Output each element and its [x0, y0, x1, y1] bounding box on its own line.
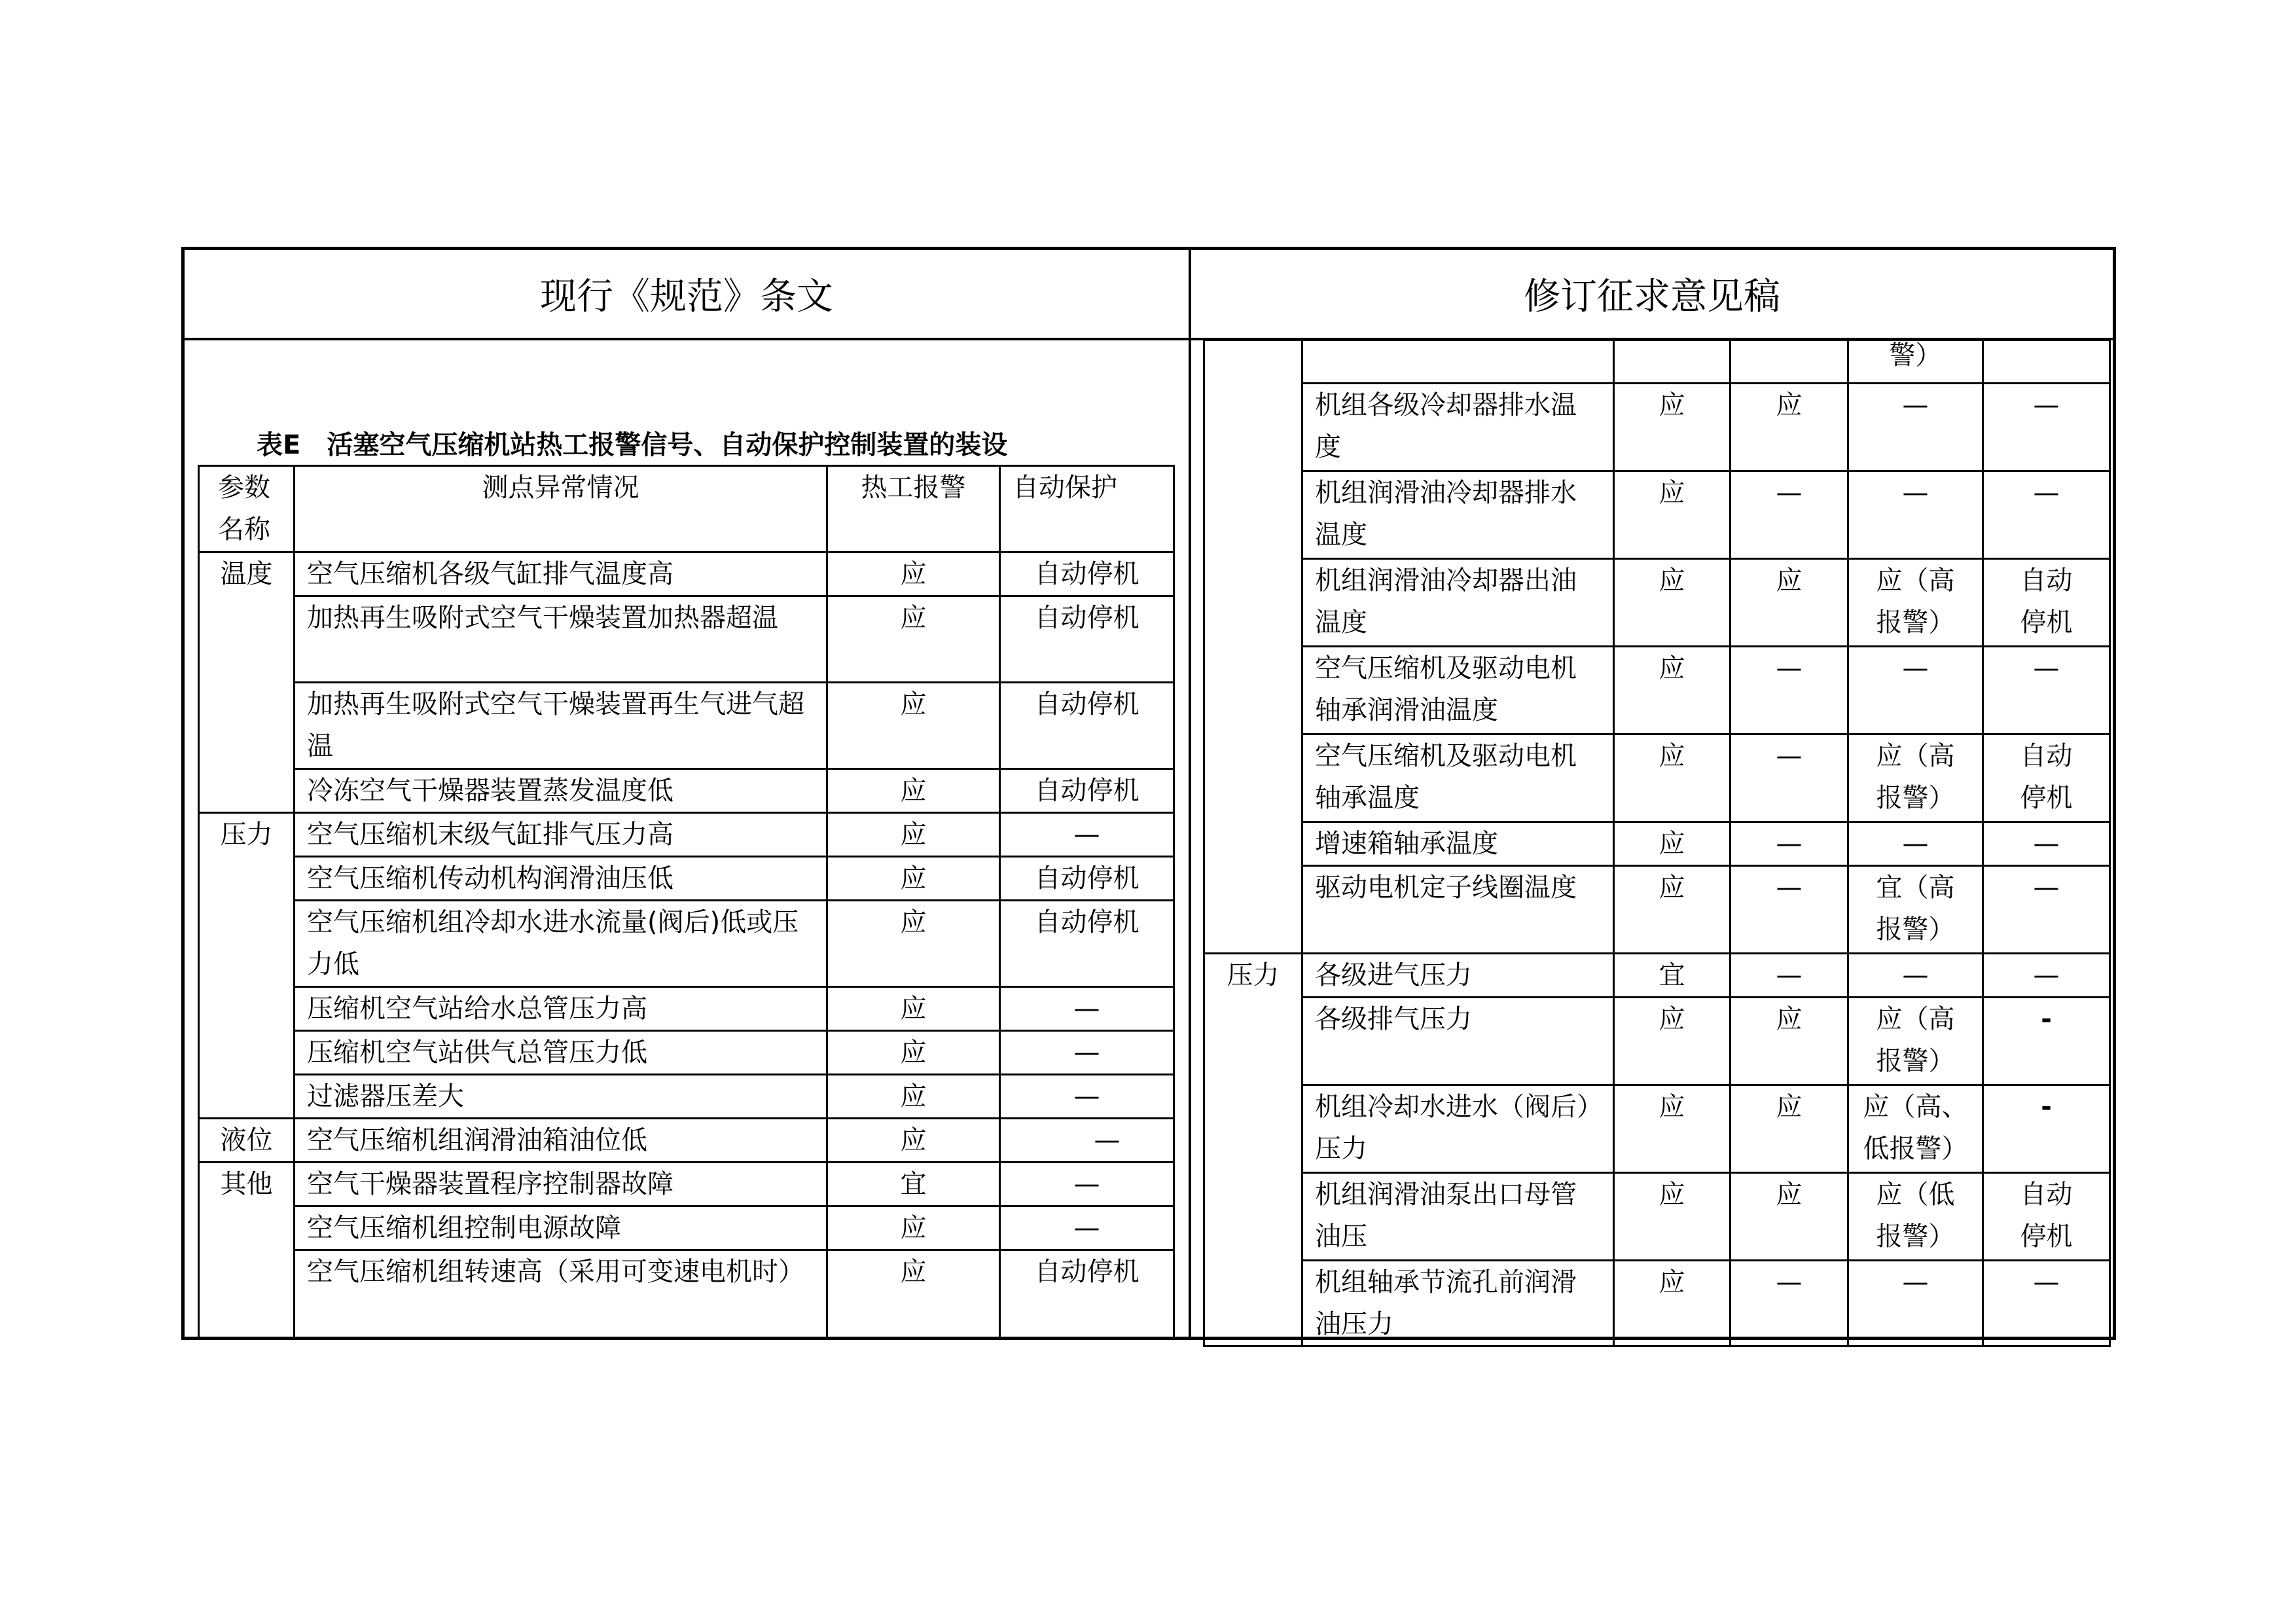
col-b-value: 应: [1731, 998, 1848, 1085]
table-row: [199, 1206, 1174, 1250]
protect-value: —: [1000, 1163, 1174, 1206]
alarm-value: 应: [827, 1206, 1000, 1250]
protect-value: 自动停机: [1000, 683, 1174, 769]
col-b-value: —: [1731, 1261, 1848, 1346]
col-b-value: 应: [1731, 1085, 1848, 1173]
col-a-value: 应: [1614, 822, 1731, 866]
protect-value: —: [1000, 1206, 1174, 1250]
measure-point: 机组轴承节流孔前润滑油压力: [1302, 1261, 1614, 1346]
col-b-value: 应: [1731, 559, 1848, 647]
col-a-value: 应: [1614, 998, 1731, 1085]
measure-point: 空气干燥器装置程序控制器故障: [295, 1163, 827, 1206]
col-c-value: —: [1848, 954, 1983, 998]
alarm-value: 应: [827, 857, 1000, 901]
measure-point: 空气压缩机各级气缸排气温度高: [295, 552, 827, 596]
alarm-value: 应: [827, 1250, 1000, 1338]
alarm-value: 应: [827, 901, 1000, 987]
col-b-value: [1731, 340, 1848, 384]
alarm-value: 宜: [827, 1163, 1000, 1206]
alarm-value: 应: [827, 1119, 1000, 1163]
table-header-row: [199, 466, 1174, 552]
col-c-value: 宜（高报警）: [1848, 866, 1983, 954]
protect-value: 自动停机: [1000, 552, 1174, 596]
measure-point: 空气压缩机及驱动电机轴承温度: [1302, 734, 1614, 822]
col-d-value: 自动停机: [1983, 559, 2110, 647]
table-row: [1204, 734, 2110, 822]
col-a-value: 应: [1614, 734, 1731, 822]
table-row: [199, 987, 1174, 1031]
table-row: [1204, 471, 2110, 559]
table-row: [199, 596, 1174, 683]
group-pressure: 压力: [1204, 954, 1302, 1346]
table-row: [199, 1119, 1174, 1163]
column-divider: [1189, 250, 1191, 1337]
measure-point: 空气压缩机末级气缸排气压力高: [295, 813, 827, 857]
alarm-value: 应: [827, 813, 1000, 857]
col-d-value: —: [1983, 384, 2110, 471]
col-b-value: —: [1731, 647, 1848, 734]
protect-value: —: [1000, 1075, 1174, 1119]
measure-point: 机组润滑油冷却器出油温度: [1302, 559, 1614, 647]
col-c-value: 应（高报警）: [1848, 998, 1983, 1085]
protect-value: —: [1000, 813, 1174, 857]
col-c-value: —: [1848, 471, 1983, 559]
col-b-value: —: [1731, 954, 1848, 998]
col-a-value: 应: [1614, 471, 1731, 559]
protect-value: 自动停机: [1000, 769, 1174, 813]
measure-point: 驱动电机定子线圈温度: [1302, 866, 1614, 954]
measure-point: 空气压缩机组控制电源故障: [295, 1206, 827, 1250]
measure-point: 加热再生吸附式空气干燥装置再生气进气超温: [295, 683, 827, 769]
col-c-value: —: [1848, 647, 1983, 734]
header-param-name: 参数名称: [199, 466, 295, 552]
col-a-value: 宜: [1614, 954, 1731, 998]
col-c-value: 应（低报警）: [1848, 1173, 1983, 1261]
measure-point: 空气压缩机组润滑油箱油位低: [295, 1119, 827, 1163]
measure-point: 过滤器压差大: [295, 1075, 827, 1119]
col-c-value: 应（高、低报警）: [1848, 1085, 1983, 1173]
current-spec-table: [198, 465, 1175, 1339]
header-alarm: 热工报警: [827, 466, 1000, 552]
group-level: 液位: [199, 1119, 295, 1163]
protect-value: 自动停机: [1000, 857, 1174, 901]
measure-point: 增速箱轴承温度: [1302, 822, 1614, 866]
table-row: [199, 901, 1174, 987]
measure-point: 空气压缩机组冷却水进水流量(阀后)低或压力低: [295, 901, 827, 987]
col-a-value: [1614, 340, 1731, 384]
measure-point: 空气压缩机传动机构润滑油压低: [295, 857, 827, 901]
col-c-value: —: [1848, 1261, 1983, 1346]
table-row: [199, 1031, 1174, 1075]
group-cell-continued: [1204, 340, 1302, 954]
col-c-value: —: [1848, 822, 1983, 866]
table-row: [1204, 1261, 2110, 1346]
table-row: [1204, 384, 2110, 471]
table-row: [1204, 340, 2110, 384]
measure-point: 冷冻空气干燥器装置蒸发温度低: [295, 769, 827, 813]
table-row: [199, 813, 1174, 857]
group-other: 其他: [199, 1163, 295, 1338]
measure-point: 加热再生吸附式空气干燥装置加热器超温: [295, 596, 827, 683]
group-temperature: 温度: [199, 552, 295, 813]
table-row: [199, 552, 1174, 596]
left-column-title: 现行《规范》条文: [540, 276, 833, 318]
protect-value: 自动停机: [1000, 596, 1174, 683]
col-d-value: —: [1983, 471, 2110, 559]
col-b-value: —: [1731, 471, 1848, 559]
col-d-value: —: [1983, 647, 2110, 734]
revision-draft-table: [1203, 339, 2111, 1347]
measure-point: 压缩机空气站给水总管压力高: [295, 987, 827, 1031]
col-b-value: 应: [1731, 1173, 1848, 1261]
protect-value: —: [1000, 987, 1174, 1031]
col-a-value: 应: [1614, 1261, 1731, 1346]
header-point: 测点异常情况: [295, 466, 827, 552]
measure-point: 各级进气压力: [1302, 954, 1614, 998]
alarm-value: 应: [827, 769, 1000, 813]
col-d-value: —: [1983, 866, 2110, 954]
alarm-value: 应: [827, 1075, 1000, 1119]
measure-point: 机组各级冷却器排水温度: [1302, 384, 1614, 471]
table-row: [1204, 647, 2110, 734]
col-d-value: 自动停机: [1983, 734, 2110, 822]
col-d-value: -: [1983, 998, 2110, 1085]
protect-value: —: [1000, 1031, 1174, 1075]
col-b-value: —: [1731, 822, 1848, 866]
alarm-value: 应: [827, 683, 1000, 769]
col-c-value: 警）: [1848, 340, 1983, 384]
col-b-value: —: [1731, 866, 1848, 954]
table-row: [199, 1163, 1174, 1206]
col-a-value: 应: [1614, 647, 1731, 734]
col-a-value: 应: [1614, 1173, 1731, 1261]
protect-value: 自动停机: [1000, 901, 1174, 987]
table-row: [1204, 822, 2110, 866]
col-d-value: [1983, 340, 2110, 384]
alarm-value: 应: [827, 552, 1000, 596]
table-row: [199, 857, 1174, 901]
col-a-value: 应: [1614, 866, 1731, 954]
table-caption: 表E 活塞空气压缩机站热工报警信号、自动保护控制装置的装设: [257, 430, 1008, 460]
table-row: [199, 769, 1174, 813]
col-b-value: 应: [1731, 384, 1848, 471]
right-column-title: 修订征求意见稿: [1524, 276, 1780, 318]
table-row: [199, 1075, 1174, 1119]
table-row: [199, 1250, 1174, 1338]
col-d-value: -: [1983, 1085, 2110, 1173]
col-c-value: —: [1848, 384, 1983, 471]
col-a-value: 应: [1614, 1085, 1731, 1173]
header-protect: 自动保护: [1000, 466, 1174, 552]
col-c-value: 应（高报警）: [1848, 559, 1983, 647]
alarm-value: 应: [827, 596, 1000, 683]
col-a-value: 应: [1614, 384, 1731, 471]
measure-point: 机组润滑油泵出口母管油压: [1302, 1173, 1614, 1261]
col-d-value: 自动停机: [1983, 1173, 2110, 1261]
col-c-value: 应（高报警）: [1848, 734, 1983, 822]
col-a-value: 应: [1614, 559, 1731, 647]
measure-point: [1302, 340, 1614, 384]
measure-point: 空气压缩机组转速高（采用可变速电机时）: [295, 1250, 827, 1338]
table-row: [199, 683, 1174, 769]
measure-point: 机组冷却水进水（阀后）压力: [1302, 1085, 1614, 1173]
measure-point: 空气压缩机及驱动电机轴承润滑油温度: [1302, 647, 1614, 734]
table-row: [1204, 954, 2110, 998]
col-d-value: —: [1983, 954, 2110, 998]
protect-value: 自动停机: [1000, 1250, 1174, 1338]
alarm-value: 应: [827, 1031, 1000, 1075]
measure-point: 压缩机空气站供气总管压力低: [295, 1031, 827, 1075]
table-row: [1204, 1173, 2110, 1261]
alarm-value: 应: [827, 987, 1000, 1031]
measure-point: 机组润滑油冷却器排水温度: [1302, 471, 1614, 559]
col-b-value: —: [1731, 734, 1848, 822]
col-d-value: —: [1983, 1261, 2110, 1346]
protect-value: —: [1000, 1119, 1174, 1163]
table-row: [1204, 998, 2110, 1085]
table-row: [1204, 559, 2110, 647]
group-pressure: 压力: [199, 813, 295, 1119]
col-d-value: —: [1983, 822, 2110, 866]
table-row: [1204, 1085, 2110, 1173]
measure-point: 各级排气压力: [1302, 998, 1614, 1085]
table-row: [1204, 866, 2110, 954]
